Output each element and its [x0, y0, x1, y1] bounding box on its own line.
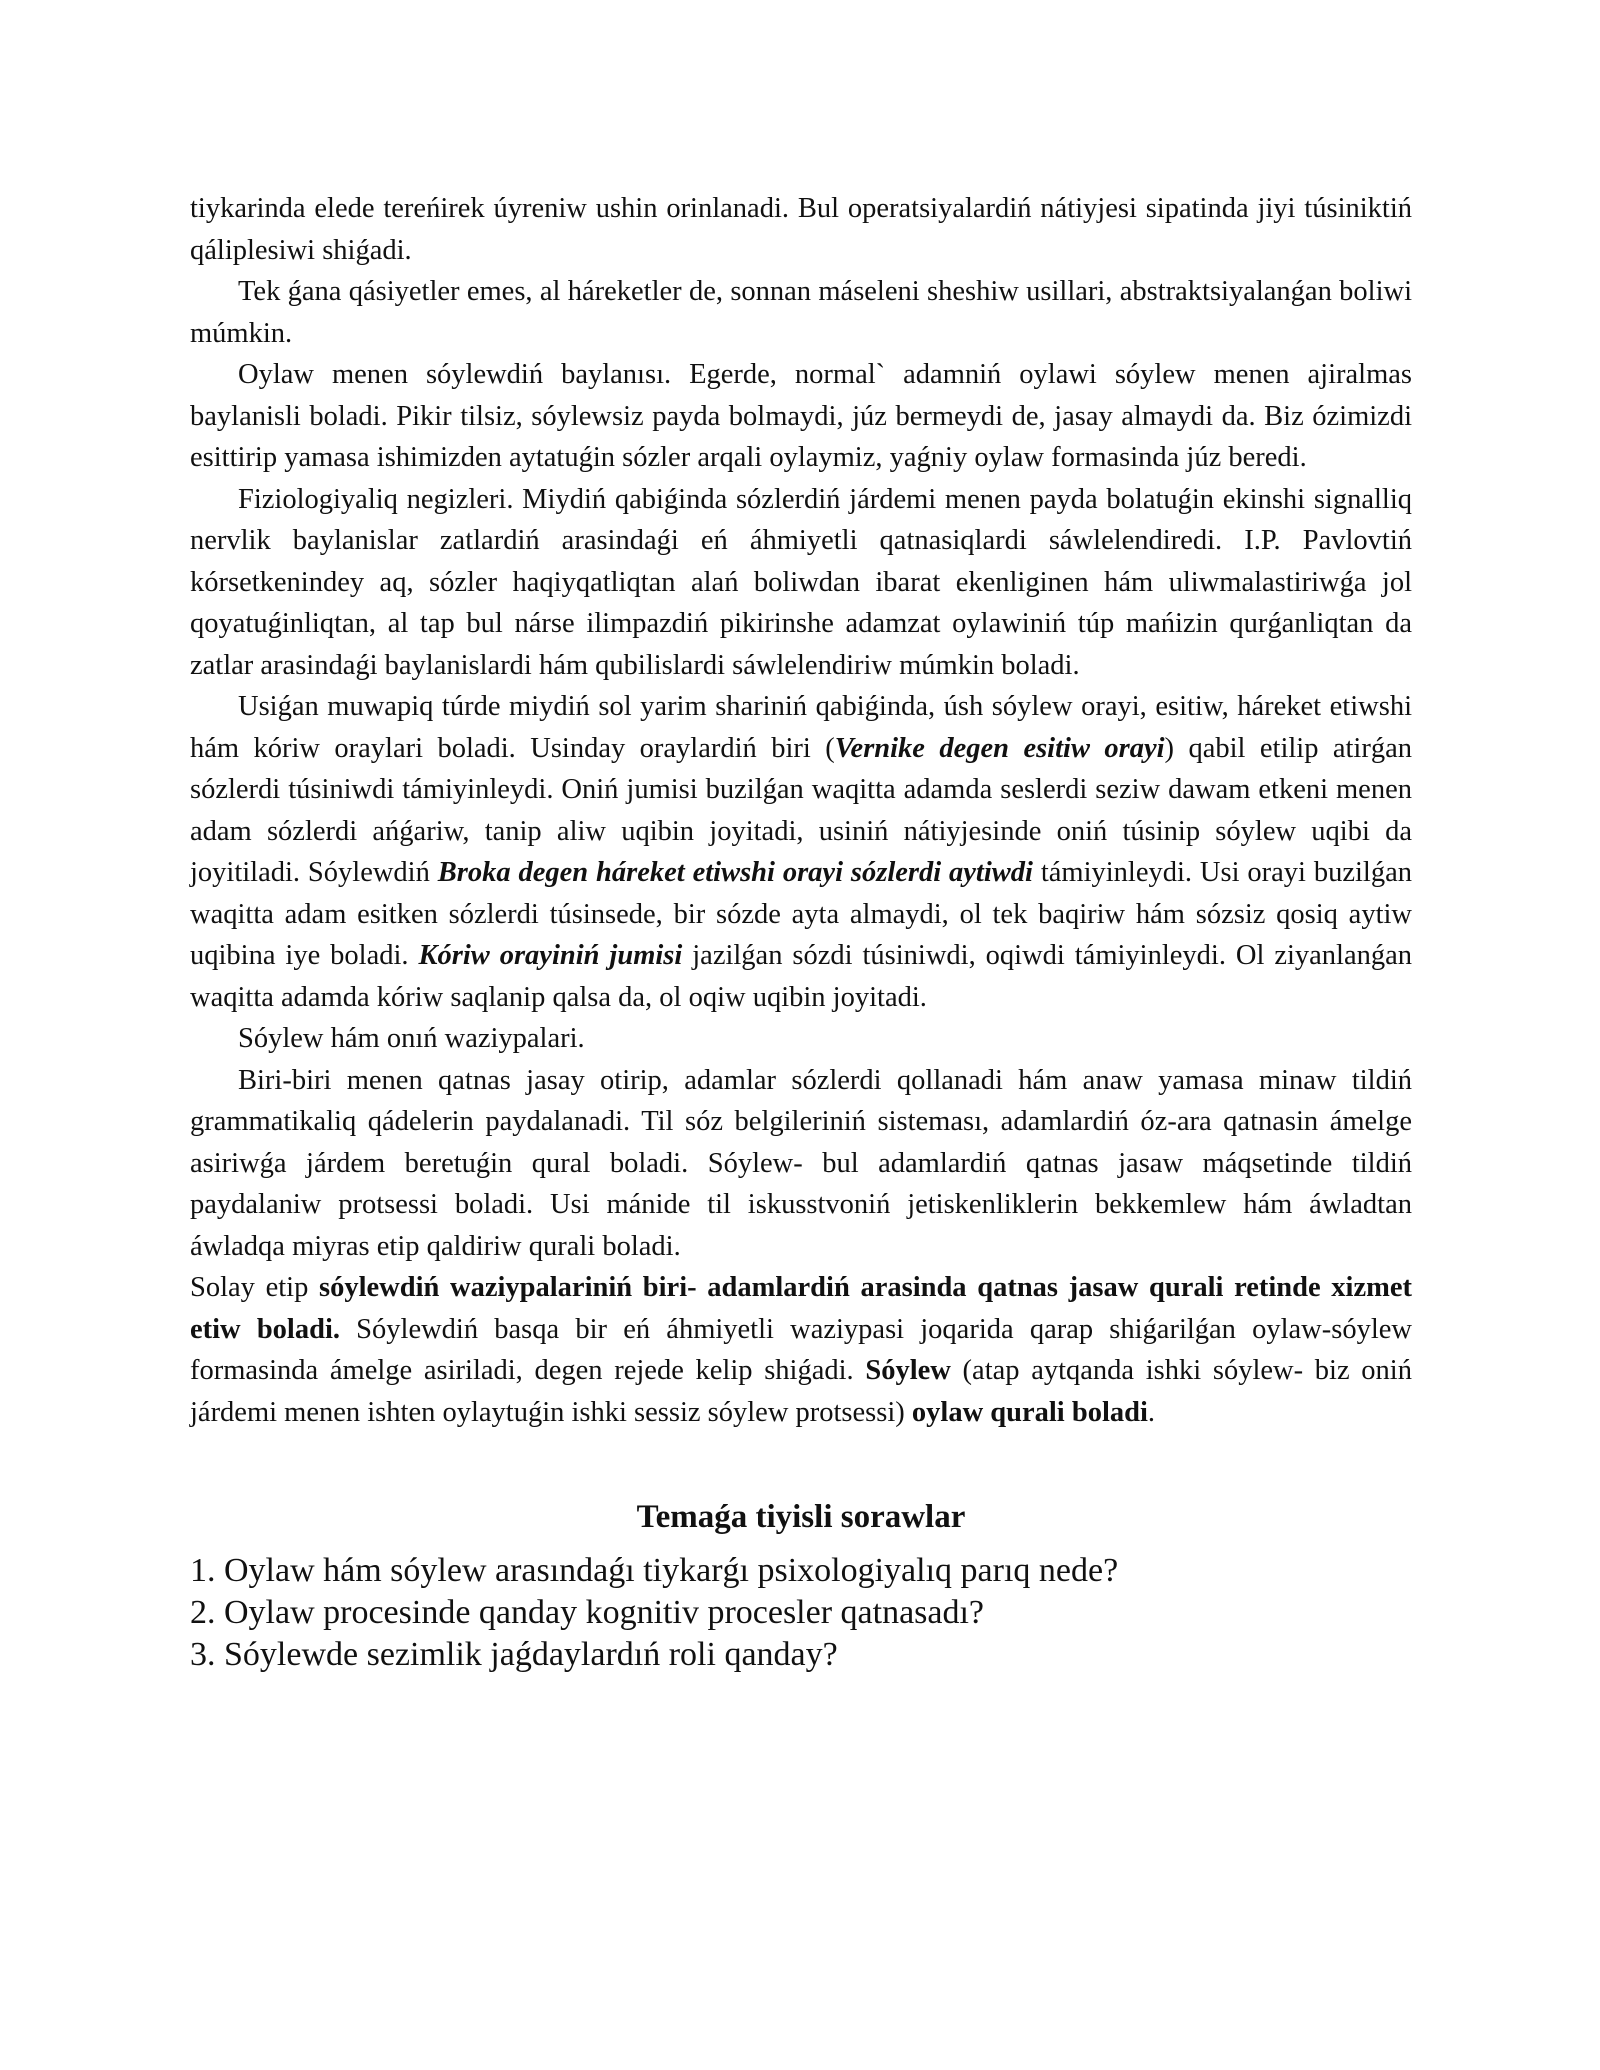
paragraph-abstraction: Tek ǵana qásiyetler emes, al háreketler de, sonnan máseleni sheshiw usillari, abstraktsiyalanǵan boliwi múmkin.: [190, 276, 1412, 349]
emphasis-thinking-tool: oylaw qurali boladi: [911, 1396, 1148, 1428]
paragraph-thought-speech-link: Oylaw menen sóylewdiń baylanısı. Egerde, normal` adamniń oylawi sóylew menen ajiralmas baylanisli boladi. Pikir tilsiz, sóylewsiz payda bolmaydi, júz bermeydi de, jasay almaydi da. Biz ózimizdi esittirip yamasa ishimizden aytatuǵin sózler arqali oylaymiz, yaǵniy oylaw formasinda júz beredi.: [190, 359, 1412, 473]
document-page: [190, 188, 1412, 1676]
paragraph-speech-functions: [190, 1267, 1412, 1433]
emphasis-broca: Broka degen háreket etiwshi orayi sózlerdi aytiwdi: [437, 857, 1033, 888]
emphasis-speech: Sóylew: [865, 1355, 951, 1386]
text-run: Usiǵan muwapiq túrde miydiń sol yarim shariniń qabiǵinda, úsh sóylew orayi, esitiw, háreket etiwshi hám kóriw oraylari boladi. Usinday oraylardiń biri (: [190, 691, 1412, 764]
question-item: 1. Oylaw hám sóylew arasındaǵı tiykarǵı psixologiyalıq parıq nede?: [190, 1552, 1119, 1589]
paragraph-language-tool: Biri-biri menen qatnas jasay otirip, adamlar sózlerdi qollanadi hám anaw yamasa minaw tildiń grammatikaliq qádelerin paydalanadi. Til sóz belgileriniń sisteması, adamlardiń óz-ara qatnasin ámelge asiriwǵa járdem beretuǵin qural boladi. Sóylew- bul adamlardiń qatnas jasaw máqsetinde tildiń paydalaniw protsessi boladi. Usi mánide til iskusstvoniń jetiskenliklerin bekkemlew hám áwladtan áwladqa miyras etip qaldiriw qurali boladi.: [190, 1064, 1412, 1262]
paragraph-speech-centers: [190, 686, 1412, 1018]
questions-title: Temaǵa tiyisli sorawlar: [636, 1499, 966, 1535]
questions-list: [190, 1550, 1412, 1676]
text-run: jazilǵan sózdi túsiniwdi, oqiwdi támiyinleydi. Ol ziyanlanǵan waqitta adamda kóriw saqlanip qalsa da, ol oqiw uqibin joyitadi.: [190, 940, 1413, 1013]
text-run: (atap aytqanda ishki sóylew- biz oniń járdemi menen ishten oylaytuǵin ishki sessiz sóylew protsessi): [190, 1355, 1412, 1428]
question-item: 2. Oylaw procesinde qanday kognitiv procesler qatnasadı?: [190, 1594, 985, 1631]
paragraph-intro: tiykarinda elede tereńirek úyreniw ushin orinlanadi. Bul operatsiyalardiń nátiyjesi sipatinda jiyi túsiniktiń qáliplesiwi shiǵadi.: [190, 193, 1412, 266]
text-run: ) qabil etilip atirǵan sózlerdi túsiniwdi támiyinleydi. Oniń jumisi buzilǵan waqitta adamda seslerdi seziw dawam etkeni menen adam sózlerdi ańǵariw, tanip aliw uqibin joyitadi, usiniń nátiyjesinde oniń túsinip sóylew uqibi da joyitiladi. Sóylewdiń: [190, 732, 1412, 888]
emphasis-wernicke: Vernike degen esitiw orayi: [834, 732, 1165, 764]
paragraph-physiology: Fiziologiyaliq negizleri. Miydiń qabiǵinda sózlerdiń járdemi menen payda bolatuǵin ekinshi signalliq nervlik baylanislar zatlardiń arasindaǵi eń áhmiyetli qatnasiqlardi sáwlelendiredi. I.P. Pavlovtiń kórsetkenindey aq, sózler haqiyqatliqtan alań boliwdan ibarat ekenliginen hám uliwmalastiriwǵa jol qoyatuǵinliqtan, al tap bul nárse ilimpazdiń pikirinshe adamzat oylawiniń túp mańizin qurǵanliqtan da zatlar arasindaǵi baylanislardi hám qubilislardi sáwlelendiriw múmkin boladi.: [190, 483, 1412, 681]
text-run: Sóylewdiń basqa bir eń áhmiyetli waziypasi joqarida qarap shiǵarilǵan oylaw-sóylew formasinda ámelge asiriladi, degen rejede kelip shiǵadi.: [190, 1313, 1412, 1386]
text-run: Solay etip: [190, 1272, 319, 1303]
text-run: támiyinleydi. Usi orayi buzilǵan waqitta adam esitken sózlerdi túsinsede, bir sózde ayta almaydi, ol tek baqiriw hám sózsiz qosiq aytiw uqibina iye boladi.: [190, 857, 1412, 971]
text-run: .: [1147, 1396, 1156, 1428]
question-item: 3. Sóylewde sezimlik jaǵdaylardıń roli qanday?: [190, 1636, 838, 1673]
emphasis-communication-function: sóylewdiń waziypalariniń biri- adamlardiń arasinda qatnas jasaw qurali retinde xizmet etiw boladi.: [190, 1272, 1412, 1345]
emphasis-visual-center: Kóriw orayiniń jumisi: [418, 940, 683, 971]
paragraph-speech-functions-heading: Sóylew hám onıń waziypalari.: [238, 1023, 585, 1054]
